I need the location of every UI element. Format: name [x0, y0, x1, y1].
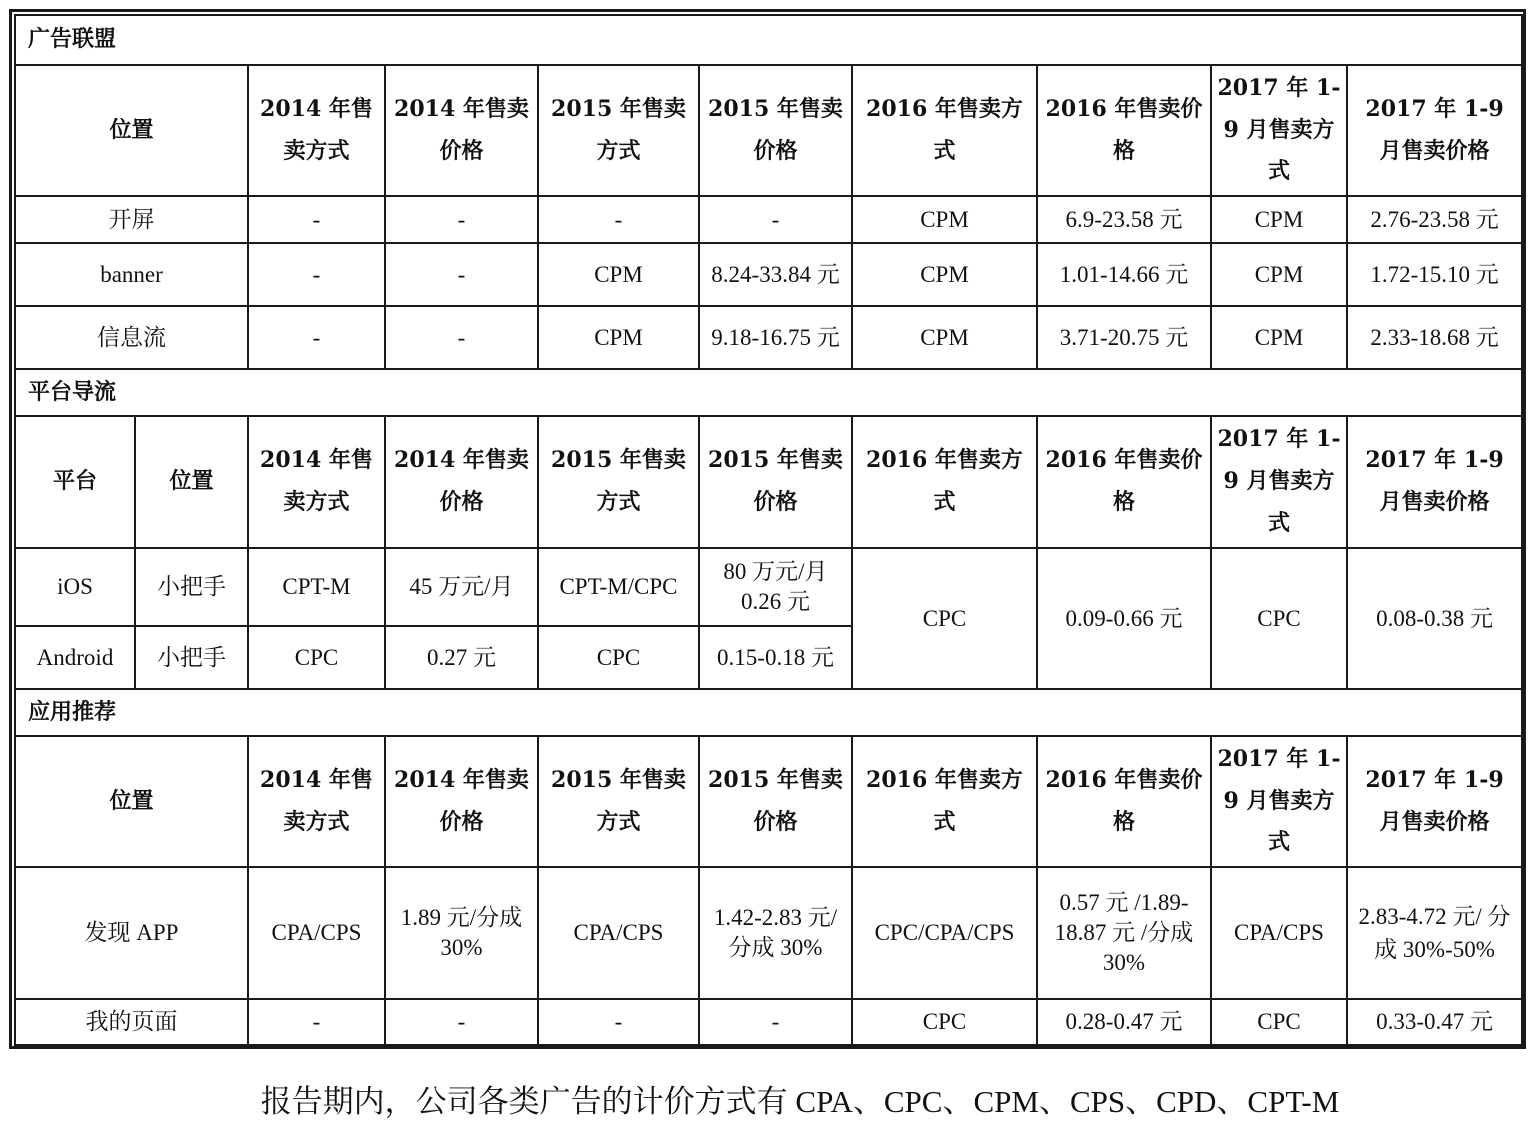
- cell-position: 信息流: [15, 306, 248, 369]
- header-2016-method: 2016 年售卖方式: [852, 736, 1037, 867]
- cell: -: [699, 196, 852, 243]
- header-2017-price: 2017 年 1-9 月售卖价格: [1347, 416, 1522, 548]
- cell: -: [248, 999, 385, 1045]
- cell: 0.28-0.47 元: [1037, 999, 1211, 1045]
- header-position: 位置: [15, 736, 248, 867]
- cell: CPM: [1211, 243, 1347, 306]
- cell: -: [248, 196, 385, 243]
- cell: 9.18-16.75 元: [699, 306, 852, 369]
- cell: -: [385, 999, 538, 1045]
- header-2015-method: 2015 年售卖方式: [538, 416, 699, 548]
- header-2016-price: 2016 年售卖价格: [1037, 65, 1211, 196]
- header-2014-price: 2014 年售卖价格: [385, 65, 538, 196]
- cell-platform: Android: [15, 626, 135, 689]
- header-2017-method: 2017 年 1-9 月售卖方式: [1211, 416, 1347, 548]
- caption-text: [0, 1076, 1534, 1121]
- header-2017-method: 2017 年 1-9 月售卖方式: [1211, 65, 1347, 196]
- cell: 3.71-20.75 元: [1037, 306, 1211, 369]
- table-row: [15, 548, 1522, 626]
- header-platform: 平台: [15, 416, 135, 548]
- header-row: [15, 65, 1522, 196]
- header-2016-method: 2016 年售卖方式: [852, 416, 1037, 548]
- cell: -: [385, 243, 538, 306]
- caption: 报告期内，公司各类广告的计价方式有 CPA、CPC、CPM、CPS、CPD、CPT-M: [260, 1084, 1340, 1119]
- cell: 6.9-23.58 元: [1037, 196, 1211, 243]
- header-2016-method: 2016 年售卖方式: [852, 65, 1037, 196]
- cell-position: 小把手: [135, 548, 248, 626]
- table-row: [15, 306, 1522, 369]
- cell: -: [538, 196, 699, 243]
- cell-position: 小把手: [135, 626, 248, 689]
- cell: -: [385, 196, 538, 243]
- header-2014-method: 2014 年售卖方式: [248, 65, 385, 196]
- ad-pricing-table: [14, 14, 1523, 1046]
- cell: CPC: [1211, 999, 1347, 1045]
- cell: CPM: [852, 243, 1037, 306]
- cell: CPM: [852, 306, 1037, 369]
- cell: CPT-M/CPC: [538, 548, 699, 626]
- cell-position: 发现 APP: [15, 867, 248, 999]
- header-row: [15, 416, 1522, 548]
- cell: CPM: [538, 243, 699, 306]
- cell-position: 开屏: [15, 196, 248, 243]
- cell: CPM: [852, 196, 1037, 243]
- cell: -: [385, 306, 538, 369]
- cell: 1.89 元/分成 30%: [385, 867, 538, 999]
- cell: -: [248, 243, 385, 306]
- cell: 2.83-4.72 元/ 分成 30%-50%: [1347, 867, 1522, 999]
- header-row: [15, 736, 1522, 867]
- header-2014-method: 2014 年售卖方式: [248, 736, 385, 867]
- header-2014-price: 2014 年售卖价格: [385, 736, 538, 867]
- cell: 0.33-0.47 元: [1347, 999, 1522, 1045]
- cell: 1.42-2.83 元/分成 30%: [699, 867, 852, 999]
- header-2017-price: 2017 年 1-9 月售卖价格: [1347, 736, 1522, 867]
- cell-shared: 0.08-0.38 元: [1347, 548, 1522, 689]
- table-row: [15, 243, 1522, 306]
- header-2014-price: 2014 年售卖价格: [385, 416, 538, 548]
- cell: 1.72-15.10 元: [1347, 243, 1522, 306]
- cell-shared: CPC: [1211, 548, 1347, 689]
- header-2015-price: 2015 年售卖价格: [699, 416, 852, 548]
- cell: CPT-M: [248, 548, 385, 626]
- cell: 2.33-18.68 元: [1347, 306, 1522, 369]
- header-2017-method: 2017 年 1-9 月售卖方式: [1211, 736, 1347, 867]
- cell: CPA/CPS: [1211, 867, 1347, 999]
- header-2015-method: 2015 年售卖方式: [538, 65, 699, 196]
- cell-shared: 0.09-0.66 元: [1037, 548, 1211, 689]
- header-2014-method: 2014 年售卖方式: [248, 416, 385, 548]
- cell: 0.15-0.18 元: [699, 626, 852, 689]
- cell-platform: iOS: [15, 548, 135, 626]
- table-row: [15, 999, 1522, 1045]
- cell: CPM: [1211, 306, 1347, 369]
- cell: CPC: [852, 999, 1037, 1045]
- cell: 2.76-23.58 元: [1347, 196, 1522, 243]
- header-2015-method: 2015 年售卖方式: [538, 736, 699, 867]
- cell: CPC: [248, 626, 385, 689]
- header-position: 位置: [15, 65, 248, 196]
- cell: 8.24-33.84 元: [699, 243, 852, 306]
- table-row: [15, 196, 1522, 243]
- cell-shared: CPC: [852, 548, 1037, 689]
- cell: CPC/CPA/CPS: [852, 867, 1037, 999]
- cell: CPA/CPS: [248, 867, 385, 999]
- cell: 45 万元/月: [385, 548, 538, 626]
- cell: -: [538, 999, 699, 1045]
- cell: 0.27 元: [385, 626, 538, 689]
- table-row: [15, 867, 1522, 999]
- section-ad-alliance: 广告联盟: [15, 15, 1522, 65]
- header-2017-price: 2017 年 1-9 月售卖价格: [1347, 65, 1522, 196]
- section-app-recommend: 应用推荐: [15, 689, 1522, 736]
- cell: -: [699, 999, 852, 1045]
- cell: 0.57 元 /1.89-18.87 元 /分成 30%: [1037, 867, 1211, 999]
- cell: CPA/CPS: [538, 867, 699, 999]
- cell: CPM: [538, 306, 699, 369]
- header-position: 位置: [135, 416, 248, 548]
- header-2015-price: 2015 年售卖价格: [699, 736, 852, 867]
- header-2015-price: 2015 年售卖价格: [699, 65, 852, 196]
- header-2016-price: 2016 年售卖价格: [1037, 416, 1211, 548]
- cell-position: banner: [15, 243, 248, 306]
- cell: CPC: [538, 626, 699, 689]
- cell: CPM: [1211, 196, 1347, 243]
- cell: -: [248, 306, 385, 369]
- cell: 80 万元/月 0.26 元: [699, 548, 852, 626]
- cell: 1.01-14.66 元: [1037, 243, 1211, 306]
- cell-position: 我的页面: [15, 999, 248, 1045]
- header-2016-price: 2016 年售卖价格: [1037, 736, 1211, 867]
- section-platform-traffic: 平台导流: [15, 369, 1522, 416]
